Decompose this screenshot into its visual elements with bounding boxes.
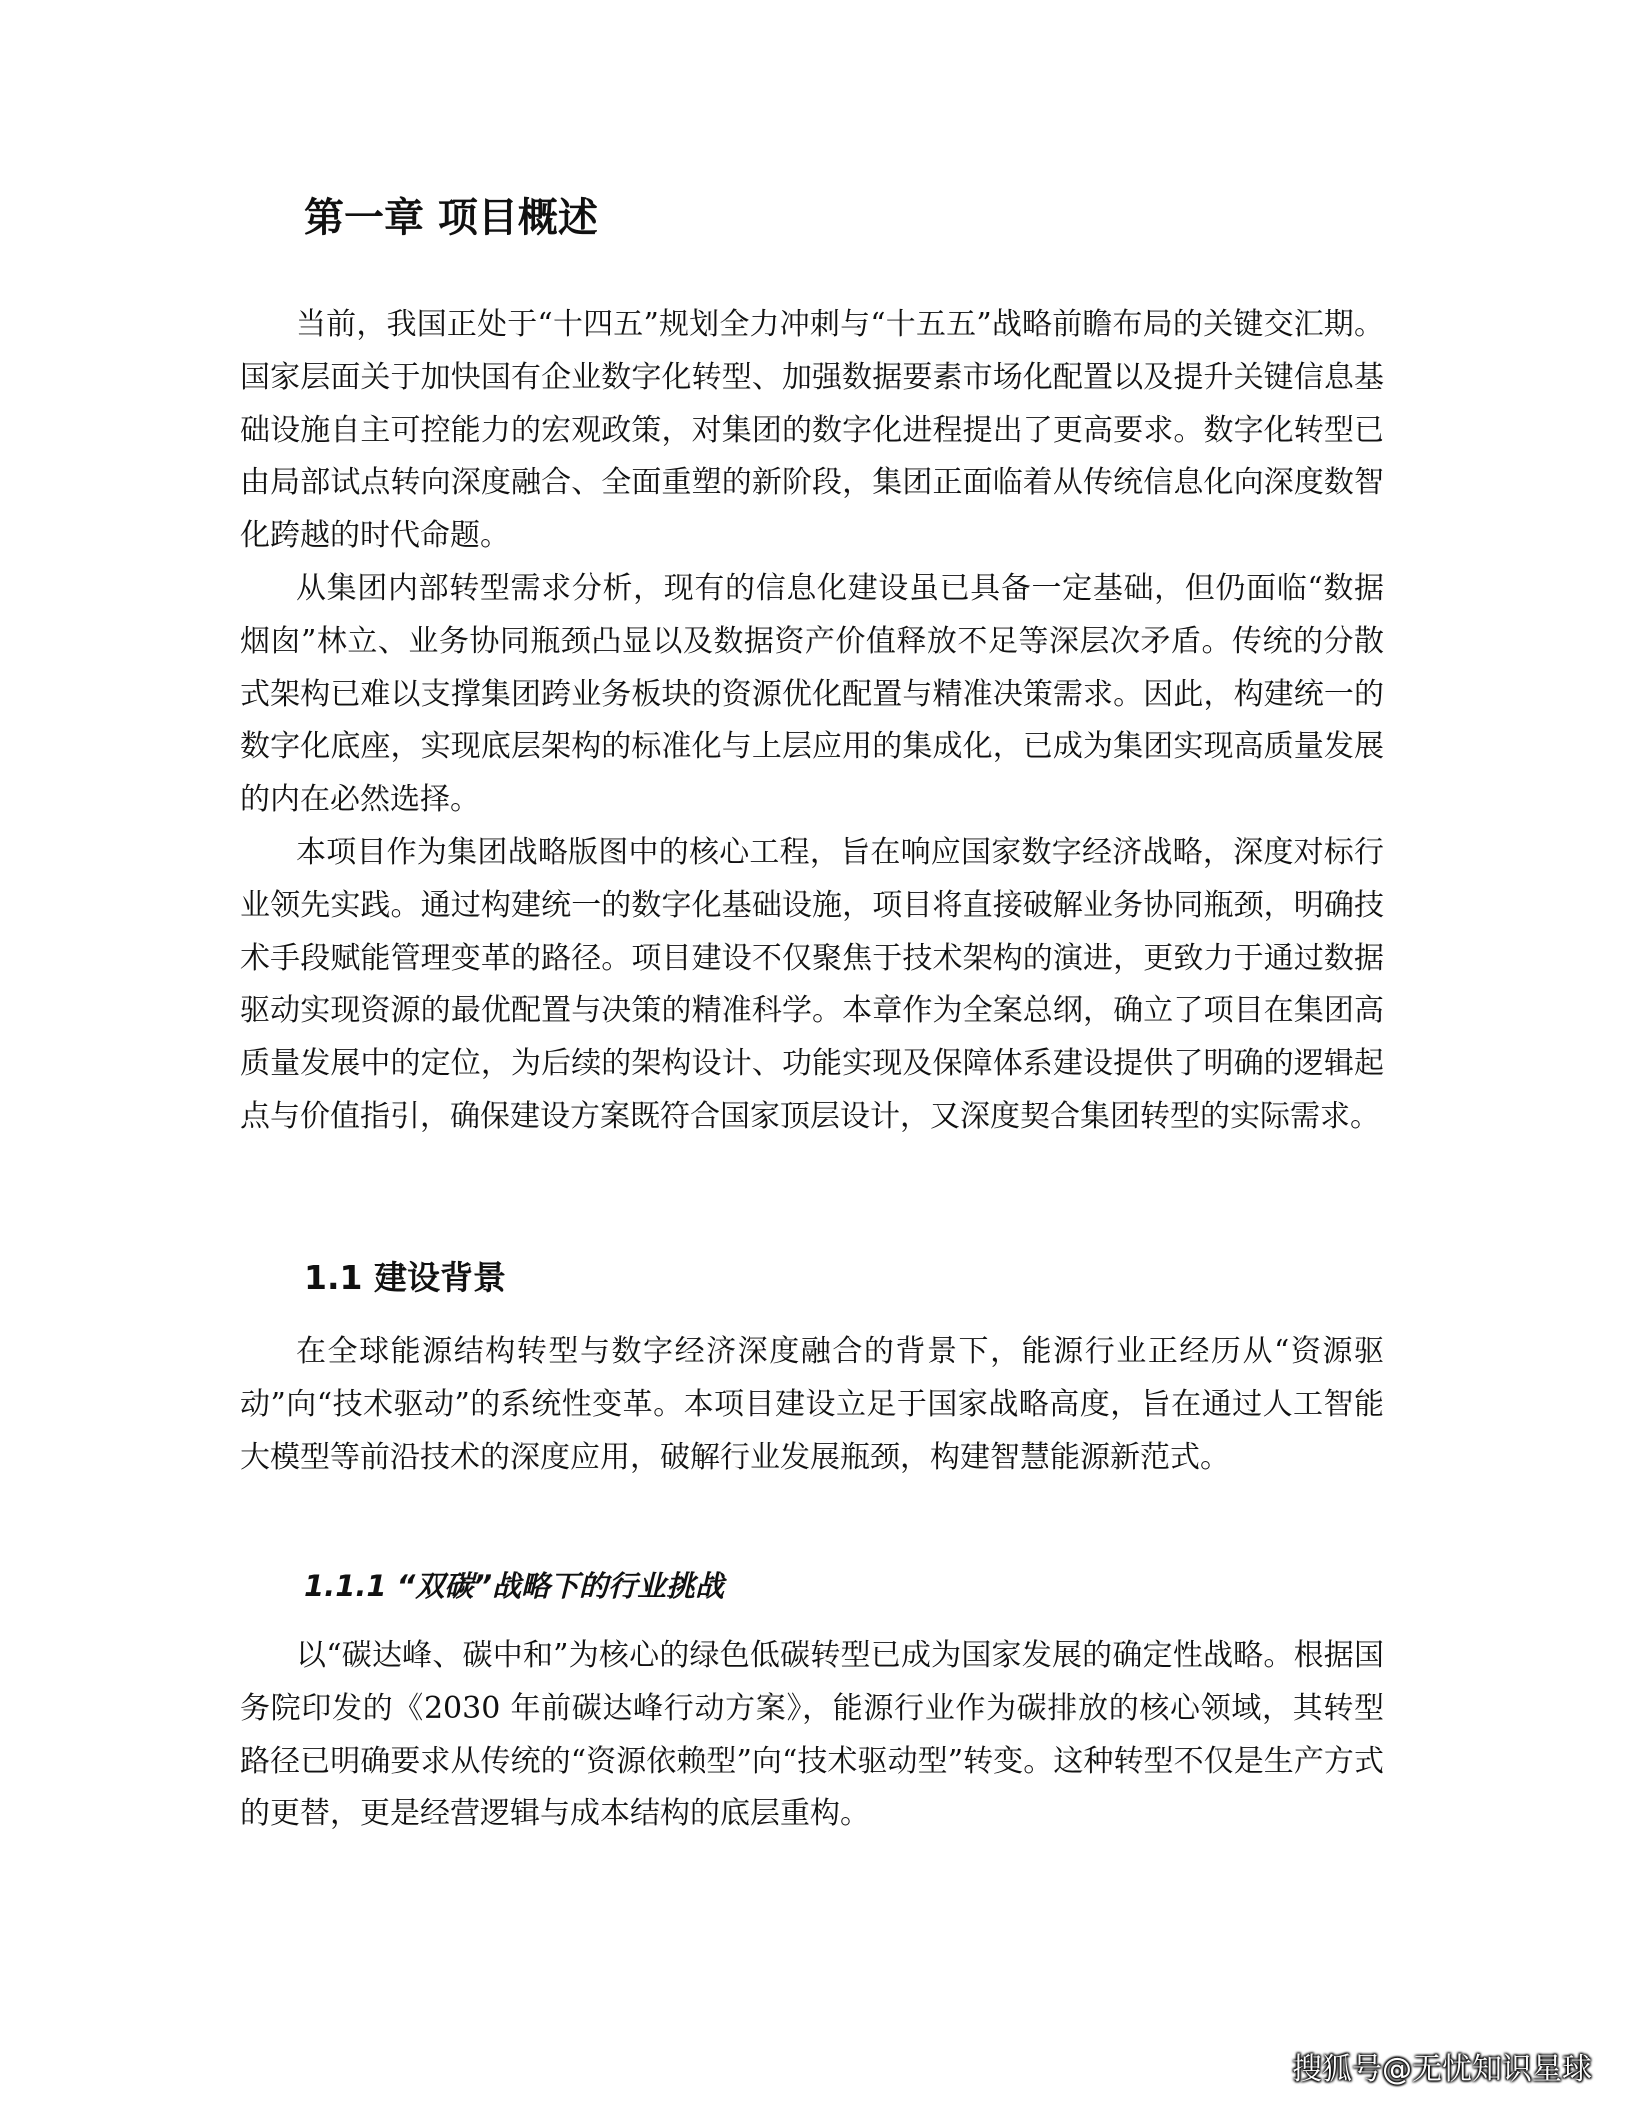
chapter-paragraph-3: 本项目作为集团战略版图中的核心工程，旨在响应国家数字经济战略，深度对标行业领先实践。通过构建统一的数字化基础设施，项目将直接破解业务协同瓶颈，明确技术手段赋能管理变革的路径。项目建设不仅聚焦于技术架构的演进，更致力于通过数据驱动实现资源的最优配置与决策的精准科学。本章作为全案总纲，确立了项目在集团高质量发展中的定位，为后续的架构设计、功能实现及保障体系建设提供了明确的逻辑起点与价值指引，确保建设方案既符合国家顶层设计，又深度契合集团转型的实际需求。 <box>240 835 1384 1134</box>
subsection-paragraph-dual-carbon: 以“碳达峰、碳中和”为核心的绿色低碳转型已成为国家发展的确定性战略。根据国务院印发的《2030 年前碳达峰行动方案》，能源行业作为碳排放的核心领域，其转型路径已明确要求从传统的“资源依赖型”向“技术驱动型”转变。这种转型不仅是生产方式的更替，更是经营逻辑与成本结构的底层重构。 <box>240 1638 1384 1832</box>
subsection-title-dual-carbon: 1.1.1 “双碳”战略下的行业挑战 <box>304 1569 725 1603</box>
chapter-paragraph-2: 从集团内部转型需求分析，现有的信息化建设虽已具备一定基础，但仍面临“数据烟囱”林立、业务协同瓶颈凸显以及数据资产价值释放不足等深层次矛盾。传统的分散式架构已难以支撑集团跨业务板块的资源优化配置与精准决策需求。因此，构建统一的数字化底座，实现底层架构的标准化与上层应用的集成化，已成为集团实现高质量发展的内在必然选择。 <box>240 571 1384 818</box>
watermark-text: 搜狐号@无忧知识星球 <box>1292 2052 1592 2087</box>
section-title-construction-background: 1.1 建设背景 <box>304 1258 506 1297</box>
section-paragraph-construction-background: 在全球能源结构转型与数字经济深度融合的背景下，能源行业正经历从“资源驱动”向“技术驱动”的系统性变革。本项目建设立足于国家战略高度，旨在通过人工智能大模型等前沿技术的深度应用，破解行业发展瓶颈，构建智慧能源新范式。 <box>240 1334 1384 1475</box>
chapter-paragraph-1: 当前，我国正处于“十四五”规划全力冲刺与“十五五”战略前瞻布局的关键交汇期。国家层面关于加快国有企业数字化转型、加强数据要素市场化配置以及提升关键信息基础设施自主可控能力的宏观政策，对集团的数字化进程提出了更高要求。数字化转型已由局部试点转向深度融合、全面重塑的新阶段，集团正面临着从传统信息化向深度数智化跨越的时代命题。 <box>240 307 1384 554</box>
chapter-title: 第一章 项目概述 <box>304 195 598 241</box>
